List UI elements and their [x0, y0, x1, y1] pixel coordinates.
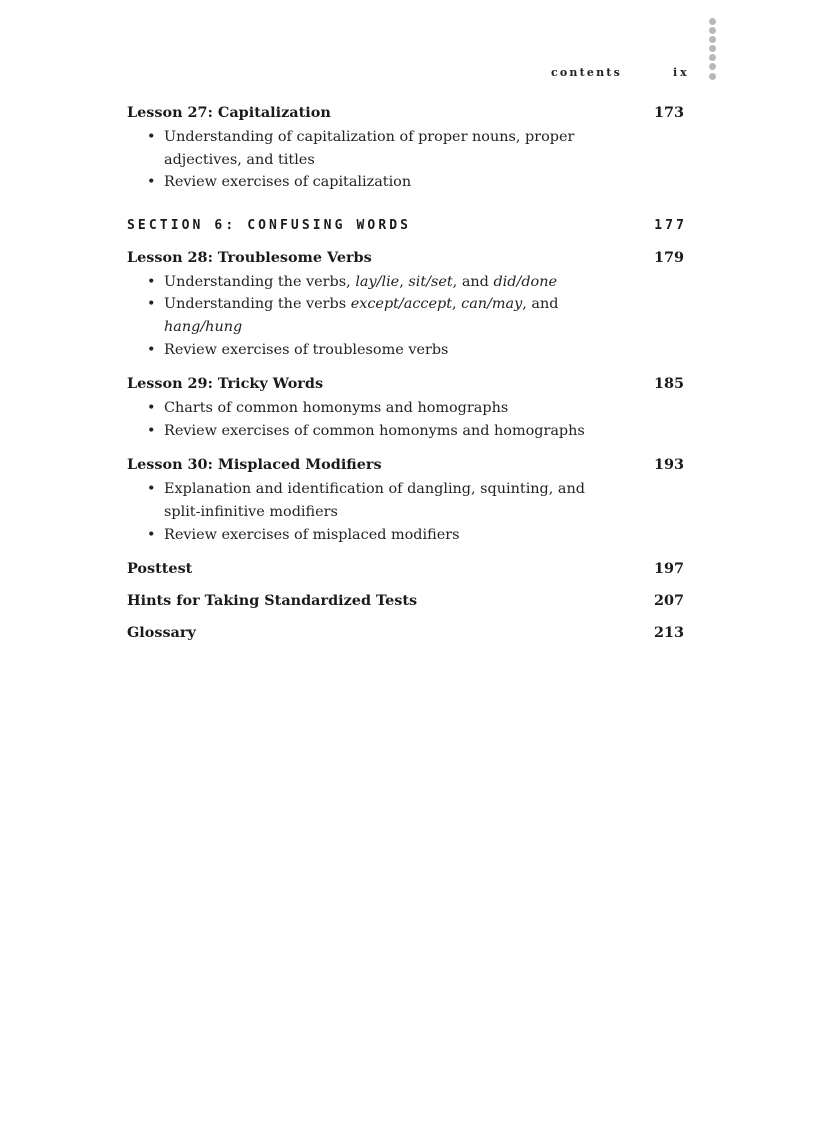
- toc-bullet-text: Explanation and identification of dangling, squinting, and split-infinitive modifiers: [164, 481, 585, 520]
- toc-bullet-term: can/may: [461, 296, 523, 313]
- toc-bullet-item: [127, 524, 594, 547]
- bullet-icon: •: [147, 273, 156, 290]
- toc-bullet-term: did/done: [493, 273, 558, 290]
- toc-bullet-item: [127, 478, 594, 523]
- bullet-icon: •: [147, 174, 156, 191]
- toc-bullet-text: Review exercises of troublesome verbs: [164, 341, 449, 358]
- toc-entry-page: 197: [653, 560, 684, 578]
- toc-entry-page: 207: [653, 592, 684, 610]
- toc-entry-posttest: [127, 559, 687, 579]
- toc-bullet-text: ,: [399, 273, 409, 290]
- toc-bullet-term: hang/hung: [164, 318, 243, 335]
- toc-bullet-text: Understanding of capitalization of proper nouns, proper adjectives, and titles: [164, 129, 575, 168]
- bullet-icon: •: [147, 341, 156, 358]
- toc-bullet-item: [127, 339, 594, 362]
- toc-entry-heading: [127, 455, 687, 475]
- toc-bullet-term: lay/lie: [355, 273, 400, 290]
- toc-entry-heading: [127, 248, 687, 268]
- toc-section-title: SECTION 6: CONFUSING WORDS: [127, 217, 412, 233]
- decorative-dot: [709, 73, 716, 80]
- toc-entry-lesson-27: [127, 103, 687, 194]
- toc-entry-heading: [127, 591, 687, 611]
- toc-entry-bullets: [127, 478, 687, 546]
- toc-bullet-item: [127, 171, 594, 194]
- toc-bullet-text: Charts of common homonyms and homographs: [164, 400, 509, 417]
- table-of-contents: [127, 103, 687, 643]
- toc-bullet-item: [127, 397, 594, 420]
- running-header-title: contents: [551, 66, 622, 79]
- bullet-icon: •: [147, 422, 156, 439]
- toc-bullet-item: [127, 126, 594, 171]
- decorative-dot: [709, 45, 716, 52]
- toc-section-heading: [127, 216, 687, 236]
- decorative-dot: [709, 18, 716, 25]
- toc-entry-page: 193: [653, 456, 684, 474]
- toc-entry-title: Lesson 30: Misplaced Modifiers: [127, 456, 382, 474]
- running-header: [0, 66, 816, 82]
- toc-entry-title: Lesson 28: Troublesome Verbs: [127, 248, 372, 266]
- toc-entry-lesson-28: [127, 248, 687, 361]
- toc-entry-hints: [127, 591, 687, 611]
- toc-entry-glossary: [127, 623, 687, 643]
- toc-bullet-text: Understanding the verbs,: [164, 273, 356, 290]
- decorative-dot-column: [709, 18, 721, 82]
- spacer: [127, 236, 687, 248]
- toc-entry-page: 179: [653, 248, 684, 266]
- bullet-icon: •: [147, 526, 156, 543]
- toc-bullet-text: Understanding the verbs: [164, 296, 351, 313]
- toc-entry-title: Lesson 27: Capitalization: [127, 104, 331, 121]
- toc-entry-bullets: [127, 126, 687, 194]
- bullet-icon: •: [147, 296, 156, 313]
- spacer: [127, 546, 687, 559]
- toc-bullet-text: ,: [452, 296, 462, 313]
- toc-entry-title: Glossary: [127, 624, 196, 642]
- spacer: [127, 194, 687, 216]
- toc-entry-bullets: [127, 271, 687, 361]
- toc-entry-lesson-30: [127, 455, 687, 546]
- toc-bullet-text: Review exercises of common homonyms and homographs: [164, 422, 585, 439]
- toc-entry-title: Hints for Taking Standardized Tests: [127, 592, 418, 610]
- toc-bullet-text: Review exercises of misplaced modifiers: [164, 526, 460, 543]
- toc-entry-lesson-29: [127, 374, 687, 442]
- toc-bullet-text: Review exercises of capitalization: [164, 174, 412, 191]
- toc-section-page: 177: [654, 217, 687, 233]
- decorative-dot: [709, 54, 716, 61]
- decorative-dot: [709, 36, 716, 43]
- toc-entry-title: Posttest: [127, 560, 193, 578]
- toc-entry-heading: [127, 103, 687, 123]
- bullet-icon: •: [147, 400, 156, 417]
- spacer: [127, 611, 687, 623]
- toc-entry-heading: [127, 559, 687, 579]
- toc-bullet-term: sit/set: [408, 273, 453, 290]
- toc-bullet-text: , and: [452, 273, 494, 290]
- spacer: [127, 361, 687, 374]
- running-header-page-number: ix: [673, 66, 690, 79]
- decorative-dot: [709, 63, 716, 70]
- toc-bullet-item: [127, 293, 594, 338]
- toc-entry-page: 213: [653, 624, 684, 642]
- toc-entry-page: 185: [653, 375, 684, 393]
- spacer: [127, 579, 687, 591]
- toc-bullet-item: [127, 420, 594, 443]
- bullet-icon: •: [147, 129, 156, 145]
- toc-entry-page: 173: [653, 104, 684, 121]
- toc-entry-bullets: [127, 397, 687, 442]
- spacer: [127, 442, 687, 455]
- toc-entry-heading: [127, 623, 687, 643]
- toc-entry-title: Lesson 29: Tricky Words: [127, 375, 324, 393]
- toc-bullet-term: except/accept: [350, 296, 452, 313]
- toc-entry-heading: [127, 374, 687, 394]
- toc-bullet-item: [127, 271, 594, 294]
- toc-bullet-text: , and: [522, 296, 559, 313]
- decorative-dot: [709, 27, 716, 34]
- bullet-icon: •: [147, 481, 156, 498]
